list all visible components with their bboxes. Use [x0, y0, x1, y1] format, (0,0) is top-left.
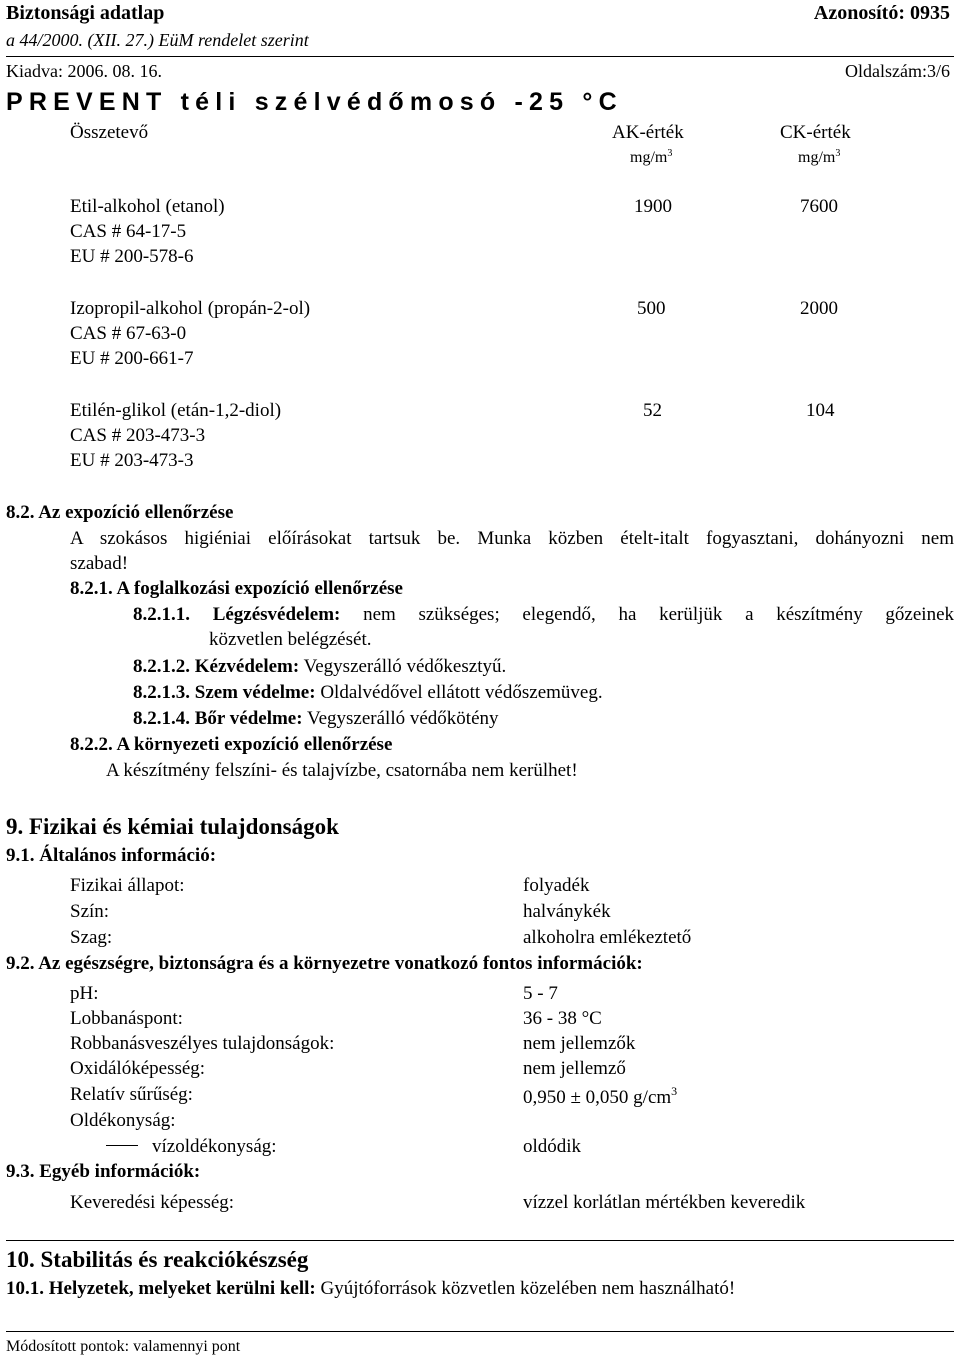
property-value: 0,950 ± 0,050 $g/cm^3$	[523, 1084, 678, 1108]
component-cas: CAS # 67-63-0	[70, 323, 187, 344]
property-label: Keveredési képesség:	[70, 1192, 235, 1213]
property-label: Relatív sűrűség:	[70, 1084, 193, 1105]
property-value: nem jellemző	[523, 1058, 626, 1079]
property-value: vízzel korlátlan mértékben keveredik	[523, 1192, 806, 1213]
component-eu: EU # 203-473-3	[70, 450, 194, 471]
ak-value: 52	[643, 400, 662, 421]
property-value: halványkék	[523, 901, 611, 922]
water-solubility-value: oldódik	[523, 1136, 582, 1157]
property-label: Szag:	[70, 927, 113, 948]
property-value: nem jellemzők	[523, 1033, 636, 1054]
section-10-heading: 10. Stabilitás és reakciókészség	[6, 1247, 309, 1272]
section-8-2-1-heading: 8.2.1. A foglalkozási expozíció ellenőrzése	[70, 578, 403, 599]
product-name: PREVENT téli szélvédőmosó -25 °C	[6, 88, 623, 116]
hygiene-text: A szokásos higiéniai előírásokat tartsuk be. Munka közben ételt-italt fogyasztani, dohányozni nem	[70, 528, 954, 549]
section-10-divider	[6, 1240, 954, 1241]
property-label: Lobbanáspont:	[70, 1008, 183, 1029]
ck-value: 104	[806, 400, 835, 421]
column-header-ck: CK-érték	[780, 122, 851, 143]
property-value: alkoholra emlékeztető	[523, 927, 692, 948]
property-label: pH:	[70, 983, 99, 1004]
property-label: Szín:	[70, 901, 110, 922]
dash-icon	[106, 1145, 138, 1146]
column-header-component: Összetevő	[70, 122, 149, 143]
footer-divider	[6, 1331, 954, 1332]
eye-protection: 8.2.1.3. Szem védelme: Oldalvédővel ellátott védőszemüveg.	[133, 682, 603, 703]
header-divider	[6, 56, 954, 57]
component-cas: CAS # 64-17-5	[70, 221, 187, 242]
ck-value: 2000	[800, 298, 838, 319]
component-name: Izopropil-alkohol (propán-2-ol)	[70, 298, 311, 319]
property-label: Robbanásveszélyes tulajdonságok:	[70, 1033, 335, 1054]
regulation-reference: a 44/2000. (XII. 27.) EüM rendelet szerint	[6, 30, 309, 50]
environmental-text: A készítmény felszíni- és talajvízbe, csatornába nem kerülhet!	[106, 760, 578, 781]
unit-ak: $mg/m^3$	[630, 148, 673, 166]
section-9-3-heading: 9.3. Egyéb információk:	[6, 1161, 201, 1182]
section-8-2-2-heading: 8.2.2. A környezeti expozíció ellenőrzése	[70, 734, 393, 755]
component-name: Etilén-glikol (etán-1,2-diol)	[70, 400, 282, 421]
component-cas: CAS # 203-473-3	[70, 425, 206, 446]
component-eu: EU # 200-661-7	[70, 348, 194, 369]
unit-ck: $mg/m^3$	[798, 148, 841, 166]
section-9-1-heading: 9.1. Általános információ:	[6, 845, 217, 866]
property-label: Oxidálóképesség:	[70, 1058, 206, 1079]
document-title: Biztonsági adatlap	[6, 2, 165, 24]
property-label: Fizikai állapot:	[70, 875, 185, 896]
respiratory-protection: 8.2.1.1. Légzésvédelem: nem szükséges; elegendő, ha kerüljük a készítmény gőzeinek	[133, 604, 955, 625]
property-value: 5 - 7	[523, 983, 558, 1004]
component-eu: EU # 200-578-6	[70, 246, 194, 267]
hand-protection: 8.2.1.2. Kézvédelem: Vegyszerálló védőkesztyű.	[133, 656, 507, 677]
ck-value: 7600	[800, 196, 838, 217]
property-value: folyadék	[523, 875, 590, 896]
property-value: 36 - 38 °C	[523, 1008, 602, 1029]
ak-value: 1900	[634, 196, 672, 217]
document-id: Azonosító: 0935	[813, 2, 950, 24]
ak-value: 500	[637, 298, 666, 319]
component-name: Etil-alkohol (etanol)	[70, 196, 225, 217]
section-8-2-heading: 8.2. Az expozíció ellenőrzése	[6, 502, 234, 523]
hygiene-text-cont: szabad!	[70, 553, 129, 574]
skin-protection: 8.2.1.4. Bőr védelme: Vegyszerálló védőkötény	[133, 708, 499, 729]
column-header-ak: AK-érték	[612, 122, 684, 143]
section-9-heading: 9. Fizikai és kémiai tulajdonságok	[6, 814, 339, 839]
section-9-2-heading: 9.2. Az egészségre, biztonságra és a környezetre vonatkozó fontos információk:	[6, 953, 643, 974]
section-10-1: 10.1. Helyzetek, melyeket kerülni kell: Gyújtóforrások közvetlen közelében nem használható!	[6, 1278, 736, 1299]
respiratory-protection-cont: közvetlen belégzését.	[209, 629, 372, 650]
issue-date: Kiadva: 2006. 08. 16.	[6, 61, 162, 81]
footer-modified: Módosított pontok: valamennyi pont	[6, 1338, 241, 1355]
water-solubility-label: vízoldékonyság:	[106, 1136, 277, 1158]
property-label: Oldékonyság:	[70, 1110, 176, 1131]
page-number: Oldalszám:3/6	[845, 61, 950, 81]
